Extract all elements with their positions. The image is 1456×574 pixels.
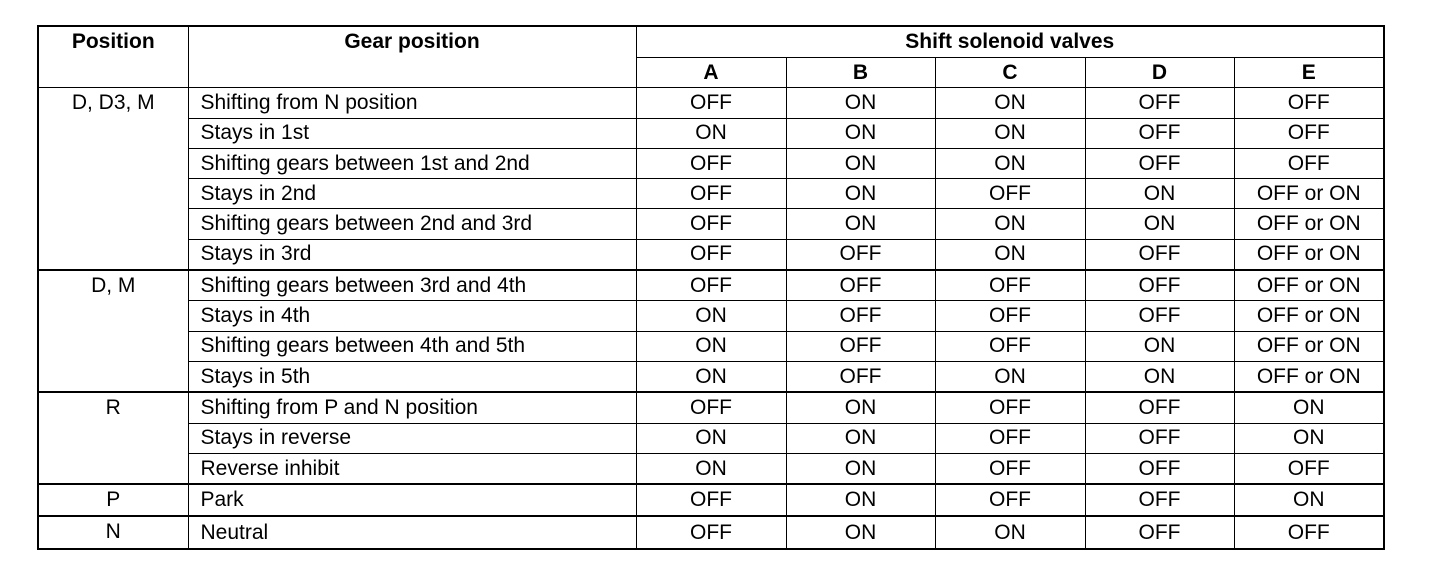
valve-e-header: E (1234, 58, 1384, 88)
table-row (38, 453, 1384, 484)
valve-b-cell: ON (786, 118, 935, 148)
gear-position-cell: Shifting gears between 3rd and 4th (188, 270, 636, 301)
shift-solenoid-table (37, 25, 1385, 550)
valve-c-cell: ON (935, 209, 1085, 239)
gear-position-cell: Shifting from P and N position (188, 392, 636, 423)
valve-a-cell: OFF (636, 516, 786, 548)
valve-a-cell: OFF (636, 179, 786, 209)
position-header: Position (38, 26, 188, 88)
valve-a-cell: OFF (636, 270, 786, 301)
table-row (38, 423, 1384, 453)
gear-position-cell: Stays in 2nd (188, 179, 636, 209)
table-row (38, 270, 1384, 301)
valve-e-cell: OFF or ON (1234, 331, 1384, 361)
valve-e-cell: OFF or ON (1234, 209, 1384, 239)
valve-c-cell: OFF (935, 301, 1085, 331)
valve-b-cell: ON (786, 423, 935, 453)
valve-c-cell: ON (935, 118, 1085, 148)
valve-a-cell: OFF (636, 88, 786, 118)
valve-d-cell: OFF (1085, 392, 1234, 423)
valve-d-cell: OFF (1085, 239, 1234, 270)
valve-d-cell: OFF (1085, 423, 1234, 453)
table-row (38, 516, 1384, 548)
position-cell: R (38, 392, 188, 484)
valve-b-header: B (786, 58, 935, 88)
valve-d-cell: OFF (1085, 484, 1234, 516)
valve-b-cell: OFF (786, 301, 935, 331)
valve-c-cell: ON (935, 88, 1085, 118)
valve-a-header: A (636, 58, 786, 88)
table-row (38, 179, 1384, 209)
valve-d-cell: OFF (1085, 88, 1234, 118)
valve-c-cell: ON (935, 148, 1085, 178)
valve-c-cell: ON (935, 239, 1085, 270)
valve-c-cell: OFF (935, 484, 1085, 516)
valve-b-cell: ON (786, 148, 935, 178)
valve-a-cell: ON (636, 331, 786, 361)
table-row (38, 392, 1384, 423)
valve-c-cell: OFF (935, 270, 1085, 301)
valve-a-cell: ON (636, 453, 786, 484)
valve-e-cell: OFF or ON (1234, 179, 1384, 209)
position-cell: D, D3, M (38, 88, 188, 270)
valve-b-cell: ON (786, 179, 935, 209)
table-row (38, 301, 1384, 331)
valve-d-cell: OFF (1085, 148, 1234, 178)
gear-position-cell: Shifting from N position (188, 88, 636, 118)
valve-e-cell: OFF or ON (1234, 239, 1384, 270)
valve-e-cell: ON (1234, 484, 1384, 516)
valve-d-cell: OFF (1085, 453, 1234, 484)
valve-c-header: C (935, 58, 1085, 88)
gear-position-header: Gear position (188, 26, 636, 88)
position-cell: N (38, 516, 188, 548)
valve-d-header: D (1085, 58, 1234, 88)
gear-position-cell: Neutral (188, 516, 636, 548)
gear-position-cell: Stays in 3rd (188, 239, 636, 270)
valve-d-cell: ON (1085, 361, 1234, 392)
valve-b-cell: OFF (786, 331, 935, 361)
valve-b-cell: ON (786, 484, 935, 516)
gear-position-cell: Shifting gears between 4th and 5th (188, 331, 636, 361)
gear-position-cell: Stays in 4th (188, 301, 636, 331)
table-row (38, 239, 1384, 270)
valve-c-cell: OFF (935, 423, 1085, 453)
gear-position-cell: Park (188, 484, 636, 516)
valve-b-cell: ON (786, 88, 935, 118)
valve-d-cell: ON (1085, 331, 1234, 361)
valve-e-cell: OFF or ON (1234, 301, 1384, 331)
valve-a-cell: OFF (636, 148, 786, 178)
valve-e-cell: OFF (1234, 516, 1384, 548)
valve-d-cell: OFF (1085, 301, 1234, 331)
valve-c-cell: OFF (935, 453, 1085, 484)
gear-position-cell: Stays in 5th (188, 361, 636, 392)
valve-c-cell: ON (935, 361, 1085, 392)
valve-b-cell: OFF (786, 361, 935, 392)
gear-position-cell: Stays in 1st (188, 118, 636, 148)
valve-b-cell: ON (786, 209, 935, 239)
valve-a-cell: ON (636, 301, 786, 331)
valve-a-cell: ON (636, 423, 786, 453)
valve-b-cell: OFF (786, 270, 935, 301)
valve-c-cell: OFF (935, 331, 1085, 361)
gear-position-cell: Shifting gears between 1st and 2nd (188, 148, 636, 178)
valve-b-cell: ON (786, 453, 935, 484)
valve-b-cell: ON (786, 392, 935, 423)
table-header (38, 26, 1384, 88)
valve-e-cell: OFF (1234, 118, 1384, 148)
table-row (38, 209, 1384, 239)
table-row (38, 484, 1384, 516)
table-row (38, 148, 1384, 178)
valve-a-cell: OFF (636, 484, 786, 516)
valve-d-cell: OFF (1085, 270, 1234, 301)
valve-a-cell: OFF (636, 392, 786, 423)
valve-d-cell: ON (1085, 179, 1234, 209)
shift-solenoid-valves-header: Shift solenoid valves (636, 26, 1384, 58)
valve-d-cell: ON (1085, 209, 1234, 239)
table-row (38, 88, 1384, 118)
valve-e-cell: OFF (1234, 88, 1384, 118)
gear-position-cell: Stays in reverse (188, 423, 636, 453)
gear-position-cell: Shifting gears between 2nd and 3rd (188, 209, 636, 239)
valve-a-cell: OFF (636, 239, 786, 270)
valve-c-cell: ON (935, 516, 1085, 548)
valve-e-cell: OFF or ON (1234, 361, 1384, 392)
table-body (38, 88, 1384, 549)
valve-e-cell: ON (1234, 423, 1384, 453)
valve-a-cell: OFF (636, 209, 786, 239)
position-cell: D, M (38, 270, 188, 392)
valve-d-cell: OFF (1085, 516, 1234, 548)
valve-b-cell: ON (786, 516, 935, 548)
position-cell: P (38, 484, 188, 516)
valve-a-cell: ON (636, 118, 786, 148)
valve-d-cell: OFF (1085, 118, 1234, 148)
table-row (38, 331, 1384, 361)
valve-a-cell: ON (636, 361, 786, 392)
gear-position-cell: Reverse inhibit (188, 453, 636, 484)
table-row (38, 118, 1384, 148)
valve-e-cell: OFF (1234, 453, 1384, 484)
valve-b-cell: OFF (786, 239, 935, 270)
valve-c-cell: OFF (935, 392, 1085, 423)
valve-e-cell: OFF or ON (1234, 270, 1384, 301)
table-row (38, 361, 1384, 392)
valve-c-cell: OFF (935, 179, 1085, 209)
valve-e-cell: OFF (1234, 148, 1384, 178)
valve-e-cell: ON (1234, 392, 1384, 423)
